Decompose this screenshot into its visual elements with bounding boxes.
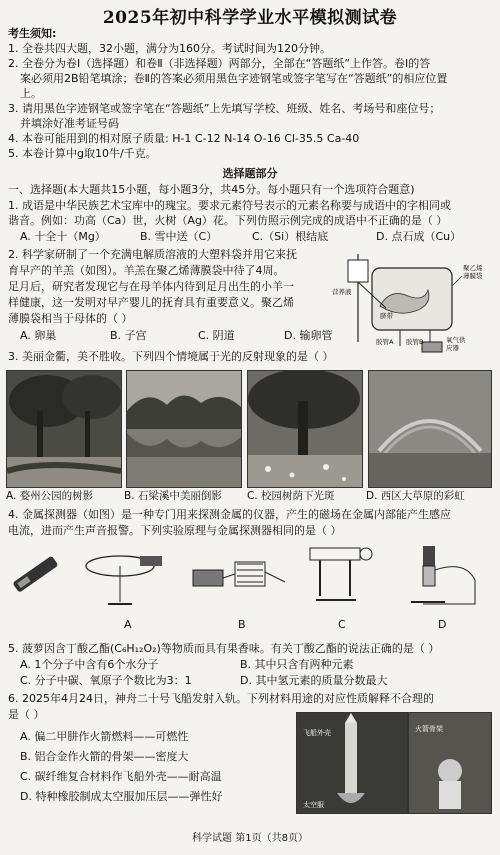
q6-option-d: D. 特种橡胶制成太空服加压层——弹性好 bbox=[20, 790, 223, 803]
q6-option-a: A. 偏二甲肼作火箭燃料——可燃性 bbox=[20, 730, 189, 743]
figure-label: 薄膜袋 bbox=[463, 272, 483, 280]
q4-option-c: C bbox=[338, 618, 346, 631]
q4-text: 电流，进而产生声音报警。下列实验原理与金属探测器相同的是（ ） bbox=[8, 524, 342, 537]
q6-option-c: C. 碳纤维复合材料作飞船外壳——耐高温 bbox=[20, 770, 222, 783]
figure-label: 聚乙烯 bbox=[463, 264, 483, 272]
notice-item: 3. 请用黑色字迹钢笔或签字笔在“答题纸”上先填写学校、班级、姓名、考场号和座位号； bbox=[8, 102, 441, 115]
figure-label: 太空服 bbox=[303, 801, 324, 809]
q5-option-d: D. 其中氢元素的质量分数最大 bbox=[240, 674, 388, 687]
metal-detector-figure bbox=[6, 540, 66, 610]
q2-option-c: C. 阴道 bbox=[198, 329, 235, 342]
figure-label: 飞船外壳 bbox=[303, 729, 331, 737]
notice-item: 上。 bbox=[20, 87, 42, 100]
rocket-photo bbox=[296, 712, 408, 814]
q2-text: 足月后，研究者发现它与在母羊体内待到足月出生的小羊一 bbox=[8, 280, 294, 293]
figure-label: 应器 bbox=[446, 344, 459, 352]
q3-text: 3. 美丽金衢，美不胜收。下列四个情境属于光的反射现象的是（ ） bbox=[8, 350, 334, 363]
q4-option-b: B bbox=[238, 618, 246, 631]
figure-label: 胶管B bbox=[406, 338, 424, 346]
q4-text: 4. 金属探测器（如图）是一种专门用来探测金属的仪器，产生的磁场在金属内部能产生感应 bbox=[8, 508, 451, 521]
q2-text: 样健康，这一发明对早产婴儿的抚育具有重要意义。聚乙烯 bbox=[8, 296, 294, 309]
q2-option-a: A. 卵巢 bbox=[20, 329, 57, 342]
notice-item: 5. 本卷计算中g取10牛/千克。 bbox=[8, 147, 157, 160]
experiment-d-figure bbox=[405, 540, 490, 612]
q5-option-b: B. 其中只含有两种元素 bbox=[240, 658, 354, 671]
page-title: 2025年初中科学学业水平模拟测试卷 bbox=[102, 8, 398, 28]
experiment-a-figure bbox=[70, 542, 170, 612]
q6-text: 是（ ） bbox=[8, 708, 45, 721]
section-intro: 一、选择题(本大题共15小题，每小题3分，共45分。每小题只有一个选项符合题意) bbox=[8, 183, 415, 196]
q1-option-c: C.（Si）根结底 bbox=[252, 230, 329, 243]
q5-text: 5. 菠萝因含丁酸乙酯(C₆H₁₂O₂)等物质而具有果香味。有关丁酸乙酯的说法正确的是（ ） bbox=[8, 642, 440, 655]
q3-caption-b: B. 石梁溪中美丽倒影 bbox=[124, 490, 222, 502]
q1-option-a: A. 十全十（Mg） bbox=[20, 230, 106, 243]
rainbow-photo bbox=[368, 370, 492, 488]
q3-caption-a: A. 婺州公园的树影 bbox=[6, 490, 94, 502]
q2-option-d: D. 输卵管 bbox=[284, 329, 333, 342]
reflection-photo bbox=[126, 370, 242, 488]
q1-option-b: B. 雪中送（C） bbox=[140, 230, 218, 243]
astronaut-photo bbox=[408, 712, 492, 814]
section-title: 选择题部分 bbox=[222, 167, 278, 180]
q2-text: 育早产的羊羔（如图）。羊羔在聚乙烯薄膜袋中待了4周。 bbox=[8, 264, 285, 277]
figure-label: 营养液 bbox=[332, 288, 352, 296]
figure-label: 脐带 bbox=[380, 312, 393, 320]
q3-caption-c: C. 校园树荫下光斑 bbox=[247, 490, 335, 502]
page-footer: 科学试题 第1页（共8页） bbox=[192, 833, 308, 844]
q1-text: 1. 成语是中华民族艺术宝库中的瑰宝。要求元素符号表示的元素名称要与成语中的字相同或 bbox=[8, 199, 451, 212]
experiment-b-figure bbox=[185, 542, 295, 612]
notice-item: 4. 本卷可能用到的相对原子质量: H-1 C-12 N-14 O-16 Cl-35.5 Ca-40 bbox=[8, 132, 360, 145]
q1-option-d: D. 点石成（Cu） bbox=[376, 230, 462, 243]
q3-caption-d: D. 西区大草原的彩虹 bbox=[366, 490, 465, 502]
notice-item: 案必须用2B铅笔填涂；卷Ⅱ的答案必须用黑色字迹钢笔或签字笔写在“答题纸”的相应位置 bbox=[20, 72, 448, 85]
q1-text: 谐音。例如：功高（Ca）世，火树（Ag）花。下列仿照示例完成的成语中不正确的是（ ） bbox=[8, 214, 448, 227]
q4-option-d: D bbox=[438, 618, 447, 631]
q2-option-b: B. 子宫 bbox=[110, 329, 147, 342]
q2-text: 薄膜袋相当于母体的（ ） bbox=[8, 312, 133, 325]
light-spot-photo bbox=[247, 370, 363, 488]
lamb-bag-figure bbox=[330, 246, 490, 354]
q2-text: 2. 科学家研制了一个充满电解质溶液的大塑料袋并用它来抚 bbox=[8, 248, 297, 261]
q5-option-c: C. 分子中碳、氧原子个数比为3：1 bbox=[20, 674, 192, 687]
notice-item: 2. 全卷分为卷Ⅰ（选择题）和卷Ⅱ（非选择题）两部分，全部在“答题纸”上作答。卷Ⅰ的答 bbox=[8, 57, 431, 70]
notice-item: 1. 全卷共四大题，32小题，满分为160分。考试时间为120分钟。 bbox=[8, 42, 331, 55]
q6-option-b: B. 铝合金作火箭的骨架——密度大 bbox=[20, 750, 189, 763]
tree-shadow-photo bbox=[6, 370, 122, 488]
notice-item: 并填涂好准考证号码 bbox=[20, 117, 119, 130]
q4-option-a: A bbox=[124, 618, 132, 631]
figure-label: 胶管A bbox=[376, 338, 394, 346]
notice-heading: 考生须知: bbox=[8, 27, 57, 40]
experiment-c-figure bbox=[300, 540, 380, 612]
q5-option-a: A. 1个分子中含有6个水分子 bbox=[20, 658, 159, 671]
figure-label: 火箭骨架 bbox=[415, 725, 443, 733]
figure-label: 氧气供 bbox=[446, 336, 466, 344]
q6-text: 6. 2025年4月24日，神舟二十号飞船发射入轨。下列材料用途的对应性质解释不合理的 bbox=[8, 692, 434, 705]
